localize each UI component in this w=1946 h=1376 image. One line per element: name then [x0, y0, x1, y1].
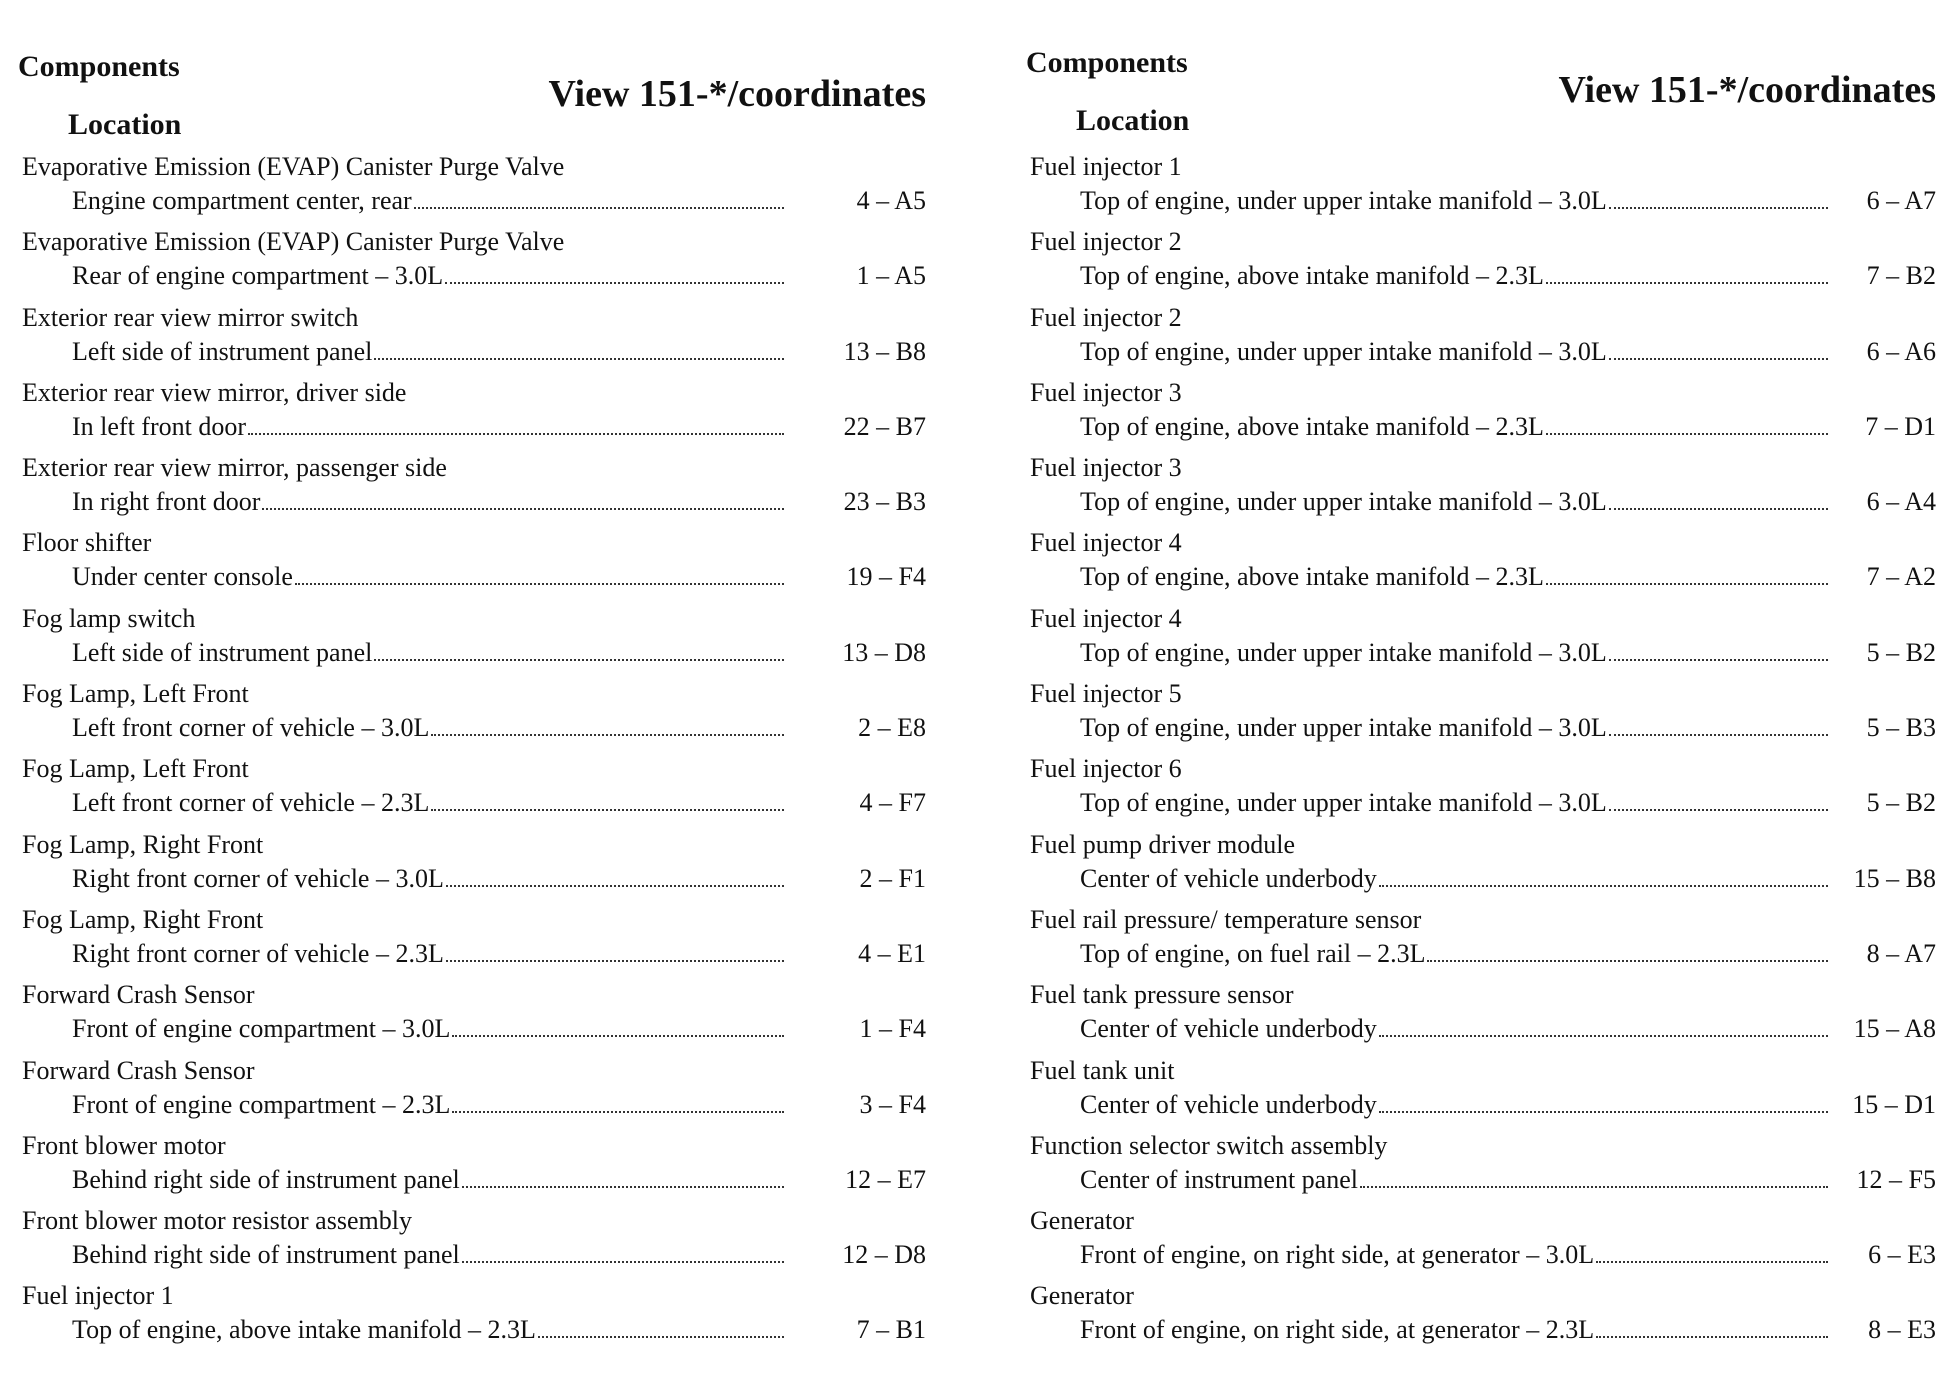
- component-name: Fuel rail pressure/ temperature sensor: [1030, 904, 1422, 934]
- component-entry: [16, 752, 926, 827]
- view-coordinate: 15 – A8: [1853, 1014, 1936, 1044]
- component-name: Fuel injector 1: [22, 1281, 174, 1311]
- dot-leader: [1609, 508, 1828, 510]
- component-name: Fog Lamp, Left Front: [22, 754, 249, 784]
- component-entry: [16, 677, 926, 752]
- location-row: [1080, 1238, 1828, 1272]
- dot-leader: [1596, 1336, 1828, 1338]
- location-row: [1080, 1163, 1828, 1197]
- component-entry: [16, 150, 926, 225]
- view-coordinate: 6 – A6: [1866, 336, 1936, 366]
- location-row: [72, 937, 784, 971]
- component-location: Top of engine, above intake manifold – 2.3L: [1080, 562, 1544, 592]
- component-name: Forward Crash Sensor: [22, 980, 255, 1010]
- component-entry: [1024, 677, 1936, 752]
- component-entry: [16, 903, 926, 978]
- location-row: [72, 1012, 784, 1046]
- component-list: [16, 150, 926, 1355]
- component-entry: [16, 376, 926, 451]
- component-entry: [16, 1129, 926, 1204]
- component-location: In right front door: [72, 487, 261, 517]
- location-row: [1080, 1313, 1828, 1347]
- location-row: [1080, 636, 1828, 670]
- dot-leader: [431, 809, 784, 811]
- location-row: [1080, 937, 1828, 971]
- view-coordinate: 1 – A5: [856, 261, 926, 291]
- component-entry: [1024, 451, 1936, 526]
- component-location: Top of engine, above intake manifold – 2.3L: [72, 1315, 536, 1345]
- component-name: Fog Lamp, Right Front: [22, 904, 264, 934]
- view-coordinate: 1 – F4: [859, 1014, 926, 1044]
- component-location: Left side of instrument panel: [72, 637, 373, 667]
- component-location: Under center console: [72, 562, 293, 592]
- component-name: Fuel injector 1: [1030, 152, 1182, 181]
- view-coordinate: 2 – F1: [859, 863, 926, 893]
- view-coordinate: 6 – A4: [1866, 487, 1936, 517]
- view-coordinate: 22 – B7: [843, 411, 926, 441]
- component-entry: [1024, 1279, 1936, 1354]
- right-page: [1024, 0, 1936, 1376]
- component-name: Generator: [1030, 1281, 1134, 1311]
- component-name: Function selector switch assembly: [1030, 1130, 1388, 1160]
- component-location: Left front corner of vehicle – 3.0L: [72, 713, 430, 743]
- component-name: Fuel injector 2: [1030, 227, 1182, 257]
- component-location: Top of engine, under upper intake manifold – 3.0L: [1080, 487, 1607, 517]
- location-row: [1080, 485, 1828, 519]
- location-row: [72, 786, 784, 820]
- component-entry: [16, 526, 926, 601]
- component-name: Fuel injector 2: [1030, 302, 1182, 332]
- component-location: Behind right side of instrument panel: [72, 1240, 460, 1270]
- location-row: [1080, 786, 1828, 820]
- view-coordinate: 7 – B2: [1866, 261, 1936, 291]
- view-coordinates-heading: View 151-*/coordinates: [1558, 69, 1936, 111]
- dot-leader: [1379, 1035, 1828, 1037]
- component-name: Floor shifter: [22, 528, 152, 558]
- view-coordinate: 3 – F4: [859, 1089, 926, 1119]
- component-entry: [1024, 978, 1936, 1053]
- view-coordinate: 4 – E1: [858, 938, 926, 968]
- component-entry: [1024, 150, 1936, 225]
- location-row: [72, 259, 784, 293]
- component-entry: [16, 978, 926, 1053]
- component-location: Top of engine, above intake manifold – 2.3L: [1080, 411, 1544, 441]
- component-name: Fog lamp switch: [22, 603, 196, 633]
- component-entry: [1024, 301, 1936, 376]
- dot-leader: [414, 207, 784, 209]
- location-row: [72, 1313, 784, 1347]
- view-coordinate: 23 – B3: [843, 487, 926, 517]
- component-location: Behind right side of instrument panel: [72, 1164, 460, 1194]
- component-name: Exterior rear view mirror switch: [22, 302, 359, 332]
- component-entry: [1024, 526, 1936, 601]
- view-coordinate: 5 – B2: [1866, 637, 1936, 667]
- view-coordinate: 4 – A5: [856, 186, 926, 215]
- component-entry: [16, 225, 926, 300]
- dot-leader: [295, 583, 784, 585]
- component-entry: [1024, 225, 1936, 300]
- component-location: Engine compartment center, rear: [72, 186, 412, 215]
- component-entry: [1024, 1054, 1936, 1129]
- dot-leader: [431, 734, 784, 736]
- components-heading: Components: [1026, 46, 1188, 79]
- view-coordinate: 15 – B8: [1853, 863, 1936, 893]
- location-row: [1080, 184, 1828, 218]
- component-entry: [16, 451, 926, 526]
- view-coordinate: 12 – F5: [1856, 1164, 1936, 1194]
- location-row: [72, 1238, 784, 1272]
- left-page: [16, 0, 926, 1376]
- component-location: Top of engine, under upper intake manifold – 3.0L: [1080, 713, 1607, 743]
- component-entry: [16, 1054, 926, 1129]
- dot-leader: [1609, 734, 1828, 736]
- location-row: [1080, 335, 1828, 369]
- component-name: Fuel injector 5: [1030, 679, 1182, 709]
- component-entry: [1024, 828, 1936, 903]
- dot-leader: [462, 1261, 784, 1263]
- component-name: Evaporative Emission (EVAP) Canister Purge Valve: [22, 227, 565, 257]
- location-row: [72, 1088, 784, 1122]
- component-name: Fuel injector 4: [1030, 528, 1182, 558]
- component-location: Top of engine, under upper intake manifold – 3.0L: [1080, 186, 1607, 215]
- view-coordinate: 13 – B8: [843, 336, 926, 366]
- component-name: Fuel tank unit: [1030, 1055, 1175, 1085]
- location-row: [1080, 1088, 1828, 1122]
- location-row: [1080, 560, 1828, 594]
- component-location: Top of engine, under upper intake manifold – 3.0L: [1080, 336, 1607, 366]
- view-coordinate: 7 – D1: [1865, 411, 1936, 441]
- view-coordinate: 7 – B1: [856, 1315, 926, 1345]
- dot-leader: [1546, 433, 1828, 435]
- component-entry: [16, 602, 926, 677]
- component-name: Fuel injector 3: [1030, 453, 1182, 483]
- dot-leader: [462, 1186, 784, 1188]
- dot-leader: [262, 508, 784, 510]
- location-row: [72, 184, 784, 218]
- dot-leader: [446, 885, 784, 887]
- dot-leader: [374, 659, 784, 661]
- component-entry: [1024, 752, 1936, 827]
- dot-leader: [1546, 282, 1828, 284]
- view-coordinate: 15 – D1: [1852, 1089, 1936, 1119]
- component-location: Front of engine, on right side, at generator – 3.0L: [1080, 1240, 1595, 1270]
- component-location: Center of vehicle underbody: [1080, 1014, 1377, 1044]
- component-entry: [16, 828, 926, 903]
- component-location: Front of engine, on right side, at generator – 2.3L: [1080, 1315, 1595, 1345]
- view-coordinate: 5 – B3: [1866, 713, 1936, 743]
- location-row: [72, 410, 784, 444]
- component-name: Fuel injector 4: [1030, 603, 1182, 633]
- view-coordinate: 8 – A7: [1866, 938, 1936, 968]
- view-coordinate: 19 – F4: [846, 562, 926, 592]
- component-entry: [16, 1279, 926, 1354]
- component-entry: [1024, 376, 1936, 451]
- view-coordinate: 12 – D8: [842, 1240, 926, 1270]
- view-coordinate: 12 – E7: [845, 1164, 926, 1194]
- component-name: Fuel pump driver module: [1030, 829, 1296, 859]
- location-row: [72, 335, 784, 369]
- components-heading: Components: [18, 50, 180, 83]
- view-coordinate: 13 – D8: [842, 637, 926, 667]
- dot-leader: [445, 282, 784, 284]
- dot-leader: [446, 960, 784, 962]
- component-entry: [16, 1204, 926, 1279]
- component-name: Fuel injector 6: [1030, 754, 1182, 784]
- component-name: Forward Crash Sensor: [22, 1055, 255, 1085]
- view-coordinates-heading: View 151-*/coordinates: [548, 73, 926, 115]
- component-entry: [1024, 602, 1936, 677]
- location-row: [72, 560, 784, 594]
- component-location: Front of engine compartment – 3.0L: [72, 1014, 451, 1044]
- component-list: [1024, 150, 1936, 1355]
- dot-leader: [1427, 960, 1828, 962]
- location-row: [1080, 1012, 1828, 1046]
- dot-leader: [538, 1336, 784, 1338]
- component-entry: [1024, 1129, 1936, 1204]
- component-location: Center of instrument panel: [1080, 1164, 1358, 1194]
- location-row: [1080, 862, 1828, 896]
- component-name: Fuel injector 3: [1030, 377, 1182, 407]
- view-coordinate: 7 – A2: [1866, 562, 1936, 592]
- view-coordinate: 2 – E8: [858, 713, 926, 743]
- dot-leader: [1379, 885, 1828, 887]
- location-row: [1080, 259, 1828, 293]
- dot-leader: [1546, 583, 1828, 585]
- location-row: [72, 1163, 784, 1197]
- dot-leader: [452, 1035, 784, 1037]
- component-name: Exterior rear view mirror, driver side: [22, 377, 407, 407]
- dot-leader: [1609, 659, 1828, 661]
- component-name: Fuel tank pressure sensor: [1030, 980, 1294, 1010]
- component-location: Top of engine, under upper intake manifold – 3.0L: [1080, 637, 1607, 667]
- component-name: Front blower motor: [22, 1130, 226, 1160]
- component-location: Front of engine compartment – 2.3L: [72, 1089, 451, 1119]
- component-location: Top of engine, on fuel rail – 2.3L: [1080, 938, 1426, 968]
- dot-leader: [1609, 207, 1828, 209]
- component-location: Center of vehicle underbody: [1080, 863, 1377, 893]
- component-location: Right front corner of vehicle – 3.0L: [72, 863, 444, 893]
- dot-leader: [1609, 358, 1828, 360]
- component-location: Left front corner of vehicle – 2.3L: [72, 788, 430, 818]
- view-coordinate: 5 – B2: [1866, 788, 1936, 818]
- location-row: [72, 485, 784, 519]
- dot-leader: [452, 1111, 784, 1113]
- dot-leader: [1596, 1261, 1828, 1263]
- component-entry: [1024, 903, 1936, 978]
- component-location: Left side of instrument panel: [72, 336, 373, 366]
- dot-leader: [1360, 1186, 1828, 1188]
- component-name: Fog Lamp, Right Front: [22, 829, 264, 859]
- component-name: Evaporative Emission (EVAP) Canister Purge Valve: [22, 152, 565, 181]
- dot-leader: [248, 433, 784, 435]
- dot-leader: [374, 358, 784, 360]
- view-coordinate: 6 – E3: [1868, 1240, 1936, 1270]
- location-row: [72, 711, 784, 745]
- location-row: [72, 862, 784, 896]
- view-coordinate: 8 – E3: [1868, 1315, 1936, 1345]
- location-row: [72, 636, 784, 670]
- component-name: Generator: [1030, 1206, 1134, 1236]
- location-heading: Location: [1076, 104, 1190, 137]
- dot-leader: [1609, 809, 1828, 811]
- component-location: Center of vehicle underbody: [1080, 1089, 1377, 1119]
- dot-leader: [1379, 1111, 1828, 1113]
- view-coordinate: 4 – F7: [859, 788, 926, 818]
- component-location: Top of engine, above intake manifold – 2.3L: [1080, 261, 1544, 291]
- view-coordinate: 6 – A7: [1866, 186, 1936, 215]
- component-location: In left front door: [72, 411, 247, 441]
- component-name: Front blower motor resistor assembly: [22, 1206, 412, 1236]
- component-location: Top of engine, under upper intake manifold – 3.0L: [1080, 788, 1607, 818]
- component-name: Exterior rear view mirror, passenger side: [22, 453, 447, 483]
- component-entry: [1024, 1204, 1936, 1279]
- component-entry: [16, 301, 926, 376]
- location-row: [1080, 410, 1828, 444]
- location-row: [1080, 711, 1828, 745]
- component-name: Fog Lamp, Left Front: [22, 679, 249, 709]
- component-location: Right front corner of vehicle – 2.3L: [72, 938, 444, 968]
- location-heading: Location: [68, 108, 182, 141]
- component-location: Rear of engine compartment – 3.0L: [72, 261, 444, 291]
